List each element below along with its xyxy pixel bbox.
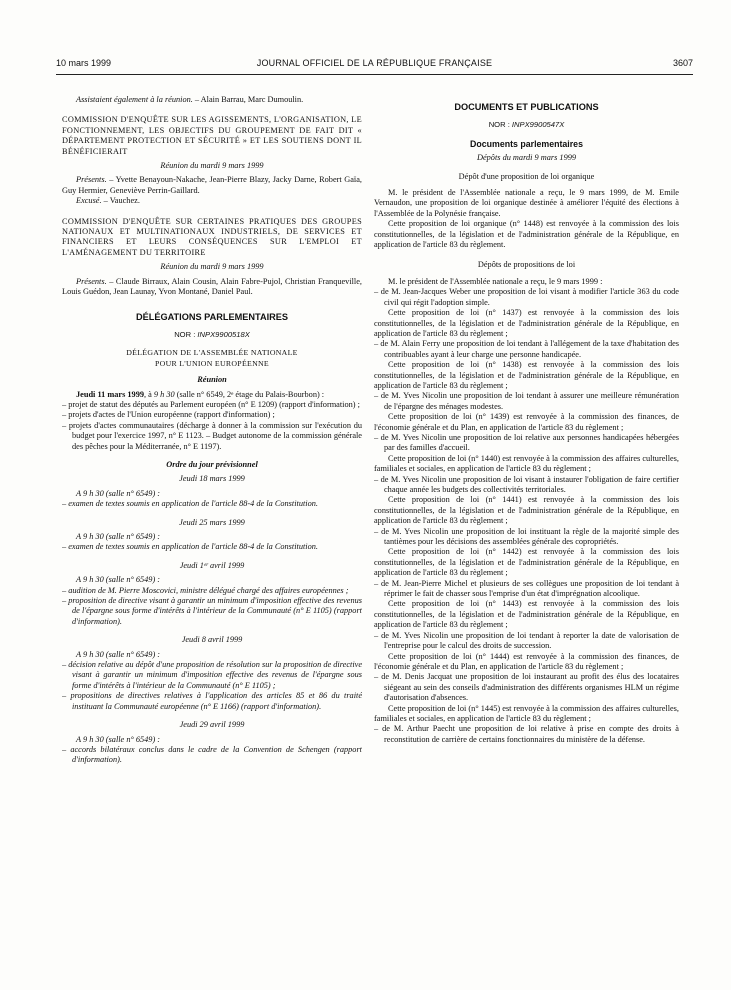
commission2-presents [62, 277, 362, 298]
propositions-heading: Dépôts de propositions de loi [477, 260, 576, 270]
agenda-date: Jeudi 25 mars 1999 [179, 517, 245, 527]
proposition-renvoi: Cette proposition de loi (n° 1438) est renvoyée à la commission des lois constitutionnelles, de la législation et de l'administration générale de la République, en application de l'article 83 du règlement ; [374, 360, 679, 390]
commission2-title: COMMISSION D'ENQUÊTE SUR CERTAINES PRATIQUES DES GROUPES NATIONAUX ET MULTINATIONAUX INDUSTRIELS, DE SERVICES ET FINANCIERS ET LEURS CONSÉQUENCES SUR L'EMPLOI ET L'AMÉNAGEMENT DU TERRITOIRE [62, 216, 362, 257]
jeudi11-paragraph [62, 390, 362, 400]
left-column [62, 95, 362, 766]
agenda-time: A 9 h 30 (salle n° 6549) : [76, 532, 161, 541]
nor-label: NOR : [174, 329, 198, 339]
propositions-intro: M. le président de l'Assemblée nationale a reçu, le 9 mars 1999 : [388, 276, 603, 286]
organique-heading: Dépôt d'une proposition de loi organique [458, 171, 595, 181]
documents-heading: DOCUMENTS ET PUBLICATIONS [454, 102, 599, 112]
agenda-date: Jeudi 18 mars 1999 [179, 474, 245, 484]
jeudi11-date: Jeudi 11 mars 1999 [76, 389, 144, 399]
proposition-item: – de M. Jean-Jacques Weber une proposition de loi visant à modifier l'article 363 du code civil qui régit l'adoption simple. [374, 287, 679, 308]
right-column [374, 95, 679, 745]
assist-paragraph [62, 95, 362, 105]
ordre-heading: Ordre du jour prévisionnel [166, 459, 258, 469]
proposition-renvoi: Cette proposition de loi (n° 1445) est renvoyée à la commission des affaires culturelles, familiales et sociales, en application de l'article 83 du règlement ; [374, 703, 679, 723]
agenda-time: A 9 h 30 (salle n° 6549) : [76, 734, 161, 744]
proposition-renvoi: Cette proposition de loi (n° 1443) est renvoyée à la commission des lois constitutionnelles, de la législation et de l'administration générale de la République, en application de l'article 83 du règlement ; [374, 599, 679, 630]
proposition-item: – de M. Arthur Paecht une proposition de loi relative à prise en compte des droits à reconstitution de carrière de certains fonctionnaires du ministère de la défense. [374, 724, 679, 745]
page-number: 3607 [672, 58, 693, 68]
agenda-day [62, 518, 362, 553]
list-item: – projet de statut des députés au Parlement européen (n° E 1209) (rapport d'information) ; [62, 400, 362, 410]
delegation-title-line-1: DÉLÉGATION DE L'ASSEMBLÉE NATIONALE [126, 348, 298, 358]
nor-label: NOR : [488, 120, 512, 130]
header-rule [56, 74, 693, 75]
commission1-meeting: Réunion du mardi 9 mars 1999 [160, 161, 264, 171]
proposition-item: – de M. Yves Nicolin une proposition de loi relative aux personnes handicapées hébergées par des familles d'accueil. [374, 433, 679, 454]
proposition-item: – de M. Jean-Pierre Michel et plusieurs de ses collègues une proposition de loi tendant à réprimer le fait de chasser sous l'emprise d'un état d'imprégnation alcoolique. [374, 579, 679, 600]
proposition-item: – de M. Yves Nicolin une proposition de loi instituant la règle de la majorité simple des tantièmes pour les décisions des assemblées générale des copropriétés. [374, 527, 679, 548]
nor-code: INPX9900547X [511, 120, 565, 130]
commission1-title: COMMISSION D'ENQUÊTE SUR LES AGISSEMENTS, L'ORGANISATION, LE FONCTIONNEMENT, LES OBJECTIFS DU GROUPEMENT DE FAIT DIT « DÉPARTEMENT PROTECTION ET SÉCURITÉ » ET LES SOUTIENS DONT IL BÉNÉFICIERAIT [62, 115, 362, 156]
proposition-item: – de M. Yves Nicolin une proposition de loi tendant à reporter la date de valorisation de l'entreprise pour le calcul des droits de succession. [374, 631, 679, 652]
organique-paragraph: M. le président de l'Assemblée nationale a reçu, le 9 mars 1999, de M. Emile Vernaudon, une proposition de loi organique destinée à améliorer l'équité des élections à l'Assemblée de la Polynésie française. [374, 188, 679, 218]
commission2-meeting: Réunion du mardi 9 mars 1999 [160, 262, 264, 272]
organique-renvoi: Cette proposition de loi organique (n° 1448) est renvoyée à la commission des lois constitutionnelles, de la législation et de l'administration générale de la République, en application de l'article 83 du règlement. [374, 219, 679, 250]
delegation-title-line-2: POUR L'UNION EUROPÉENNE [155, 358, 269, 368]
proposition-renvoi: Cette proposition de loi (n° 1440) est renvoyée à la commission des affaires culturelles, familiales et sociales, en application de l'article 83 du règlement ; [374, 453, 679, 474]
list-item: – examen de textes soumis en application de l'article 88-4 de la Constitution. [62, 542, 362, 552]
agenda-day [62, 635, 362, 712]
reunion-heading: Réunion [197, 375, 227, 385]
commission1-excuse [62, 196, 362, 206]
agenda-time: A 9 h 30 (salle n° 6549) : [76, 649, 161, 659]
list-item: – décision relative au dépôt d'une proposition de résolution sur la proposition de directive visant à garantir un minimum d'imposition effective des revenus de l'épargne sous forme d'intérêts à l'intérieur de la Communauté (n° E 1105) ; [62, 660, 362, 691]
proposition-renvoi: Cette proposition de loi (n° 1437) est renvoyée à la commission des lois constitutionnelles, de la législation et de l'administration générale de la République, en application de l'article 83 du règlement ; [374, 308, 679, 338]
agenda-day [62, 720, 362, 766]
proposition-item: – de M. Yves Nicolin une proposition de loi tendant à assurer une meilleure rémunération de l'épargne des ménages modestes. [374, 391, 679, 412]
assist-label: Assistaient également à la réunion. [76, 95, 193, 104]
proposition-item: – de M. Alain Ferry une proposition de loi tendant à l'allégement de la taxe d'habitation des contribuables ayant à leur charge une personne handicapée. [374, 339, 679, 360]
proposition-item: – de M. Denis Jacquat une proposition de loi instaurant au profit des élus des locataires siégeant au sein des conseils d'administration des différents organismes HLM un régime d'autorisation d'absences. [374, 672, 679, 703]
presents-names: – Yvette Benayoun-Nakache, Jean-Pierre Blazy, Jacky Darne, Robert Gaïa, Guy Hermier, Geneviève Perrin-Gaillard. [62, 175, 362, 195]
proposition-renvoi: Cette proposition de loi (n° 1441) est renvoyée à la commission des lois constitutionnelles, de la législation et de l'administration générale de la République, en application de l'article 83 du règlement ; [374, 495, 679, 526]
delegations-heading: DÉLÉGATIONS PARLEMENTAIRES [135, 311, 289, 322]
proposition-renvoi: Cette proposition de loi (n° 1439) est renvoyée à la commission des finances, de l'économie générale et du Plan, en application de l'article 83 du règlement ; [374, 412, 679, 432]
agenda-day [62, 474, 362, 509]
list-item: – audition de M. Pierre Moscovici, ministre délégué chargé des affaires européennes ; [62, 586, 362, 596]
agenda-date: Jeudi 8 avril 1999 [181, 635, 243, 645]
agenda-day [62, 561, 362, 627]
nor-code: INPX9900518X [197, 329, 250, 339]
docparl-heading: Documents parlementaires [470, 138, 583, 149]
presents-label: Présents. [76, 276, 107, 286]
page-header [56, 58, 693, 72]
proposition-renvoi: Cette proposition de loi (n° 1442) est renvoyée à la commission des lois constitutionnelles, de la législation et de l'administration générale de la République, en application de l'article 83 du règlement ; [374, 547, 679, 578]
excuse-names: – Vauchez. [101, 196, 140, 206]
list-item: – propositions de directives relatives à l'application des articles 85 et 86 du traité instituant la Communauté européenne (n° E 1166) (rapport d'information). [62, 691, 362, 712]
list-item: – proposition de directive visant à garantir un minimum d'imposition effective des revenus de l'épargne sous forme d'intérêts à l'intérieur de la Communauté (n° E 1105) (rapport d'information). [62, 596, 362, 627]
commission1-presents [62, 175, 362, 196]
agenda-time: A 9 h 30 (salle n° 6549) : [76, 488, 161, 498]
documents-nor [374, 120, 679, 130]
jeudi11-room: (salle n° 6549, 2ᵉ étage du Palais-Bourbon) : [174, 389, 325, 399]
journal-title: JOURNAL OFFICIEL DE LA RÉPUBLIQUE FRANÇAISE [256, 58, 493, 68]
header-date: 10 mars 1999 [56, 58, 112, 68]
delegation-nor [62, 330, 362, 340]
jeudi11-time: 9 h 30 [153, 389, 175, 399]
presents-names: – Claude Birraux, Alain Cousin, Alain Fabre-Pujol, Christian Franqueville, Louis Guédon, Jean Launay, Yvon Montané, Daniel Paul. [62, 276, 362, 297]
jeudi11-items [62, 400, 362, 452]
depots-date: Dépôts du mardi 9 mars 1999 [476, 153, 577, 163]
excuse-label: Excusé. [76, 196, 102, 206]
list-item: – projets d'actes communautaires (décharge à donner à la commission sur l'exécution du budget pour l'exercice 1997, n° E 1123. – Budget autonome de la commission générale des pêches pour la Méditerranée, n° E 1197). [62, 421, 362, 452]
agenda-time: A 9 h 30 (salle n° 6549) : [76, 575, 161, 585]
list-item: – accords bilatéraux conclus dans le cadre de la Convention de Schengen (rapport d'information). [62, 745, 362, 766]
jeudi11-sep: , à [144, 389, 154, 399]
agenda-date: Jeudi 29 avril 1999 [179, 720, 245, 730]
list-item: – examen de textes soumis en application de l'article 88-4 de la Constitution. [62, 499, 362, 509]
list-item: – projets d'actes de l'Union européenne (rapport d'information) ; [62, 410, 362, 420]
proposition-item: – de M. Yves Nicolin une proposition de loi visant à instaurer l'obligation de faire certifier chaque année les budgets des collectivités territoriales. [374, 475, 679, 496]
proposition-renvoi: Cette proposition de loi (n° 1444) est renvoyée à la commission des finances, de l'économie générale et du Plan, en application de l'article 83 du règlement ; [374, 651, 679, 671]
presents-label: Présents. [76, 175, 107, 185]
propositions-list [374, 287, 679, 745]
agenda-date: Jeudi 1ᵉʳ avril 1999 [179, 560, 245, 570]
assist-names: – Alain Barrau, Marc Dumoulin. [192, 95, 304, 104]
